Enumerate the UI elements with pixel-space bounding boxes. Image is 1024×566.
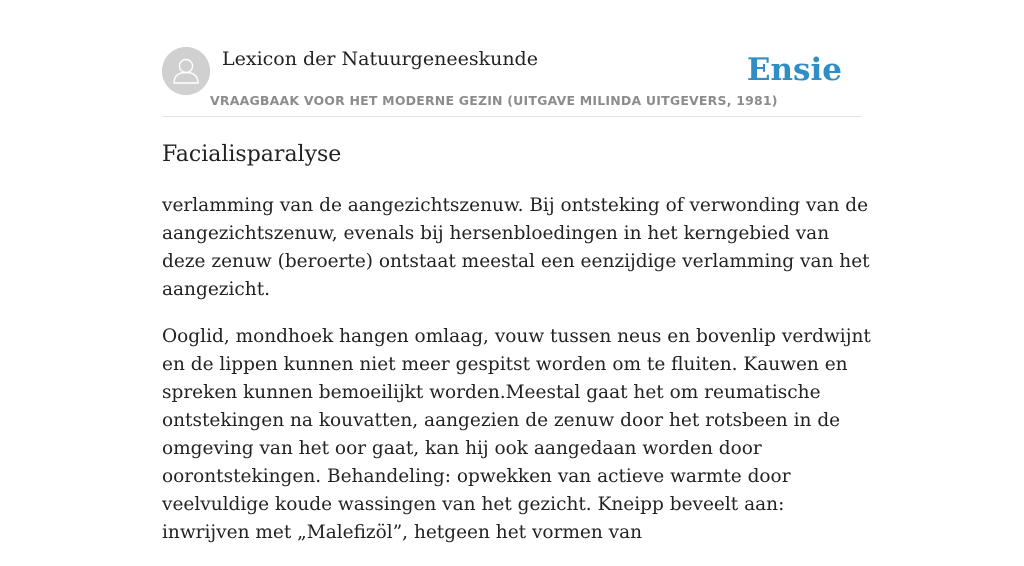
- entry-paragraph: verlamming van de aangezichtszenuw. Bij ontsteking of verwonding van de aangezichtszenuw, evenals bij hersenbloedingen in het kerngebied van deze zenuw (beroerte) ontstaat meestal een eenzijdige verlamming van het aangezicht.: [162, 195, 870, 300]
- header: [162, 47, 862, 117]
- lexicon-subtitle: VRAAGBAAK VOOR HET MODERNE GEZIN (UITGAVE MILINDA UITGEVERS, 1981): [210, 93, 778, 108]
- avatar[interactable]: [162, 47, 210, 95]
- lexicon-title[interactable]: Lexicon der Natuurgeneeskunde: [222, 48, 538, 70]
- entry-body: [162, 192, 874, 566]
- entry-title: Facialisparalyse: [162, 142, 342, 167]
- entry-paragraph: Ooglid, mondhoek hangen omlaag, vouw tussen neus en bovenlip verdwijnt en de lippen kunnen niet meer gespitst worden om te fluiten. Kauwen en spreken kunnen bemoeilijkt worden.Meestal gaat het om reumatische ontstekingen na kouvatten, aangezien de zenuw door het rotsbeen in de omgeving van het oor gaat, kan hij ook aangedaan worden door oorontstekingen. Behandeling: opwekken van actieve warmte door veelvuldige koude wassingen van het gezicht. Kneipp beveelt aan: inwrijven met „Malefizöl”, hetgeen het vormen van: [162, 326, 871, 543]
- brand-logo-link[interactable]: Ensie: [746, 52, 842, 88]
- user-silhouette-icon: [162, 47, 210, 95]
